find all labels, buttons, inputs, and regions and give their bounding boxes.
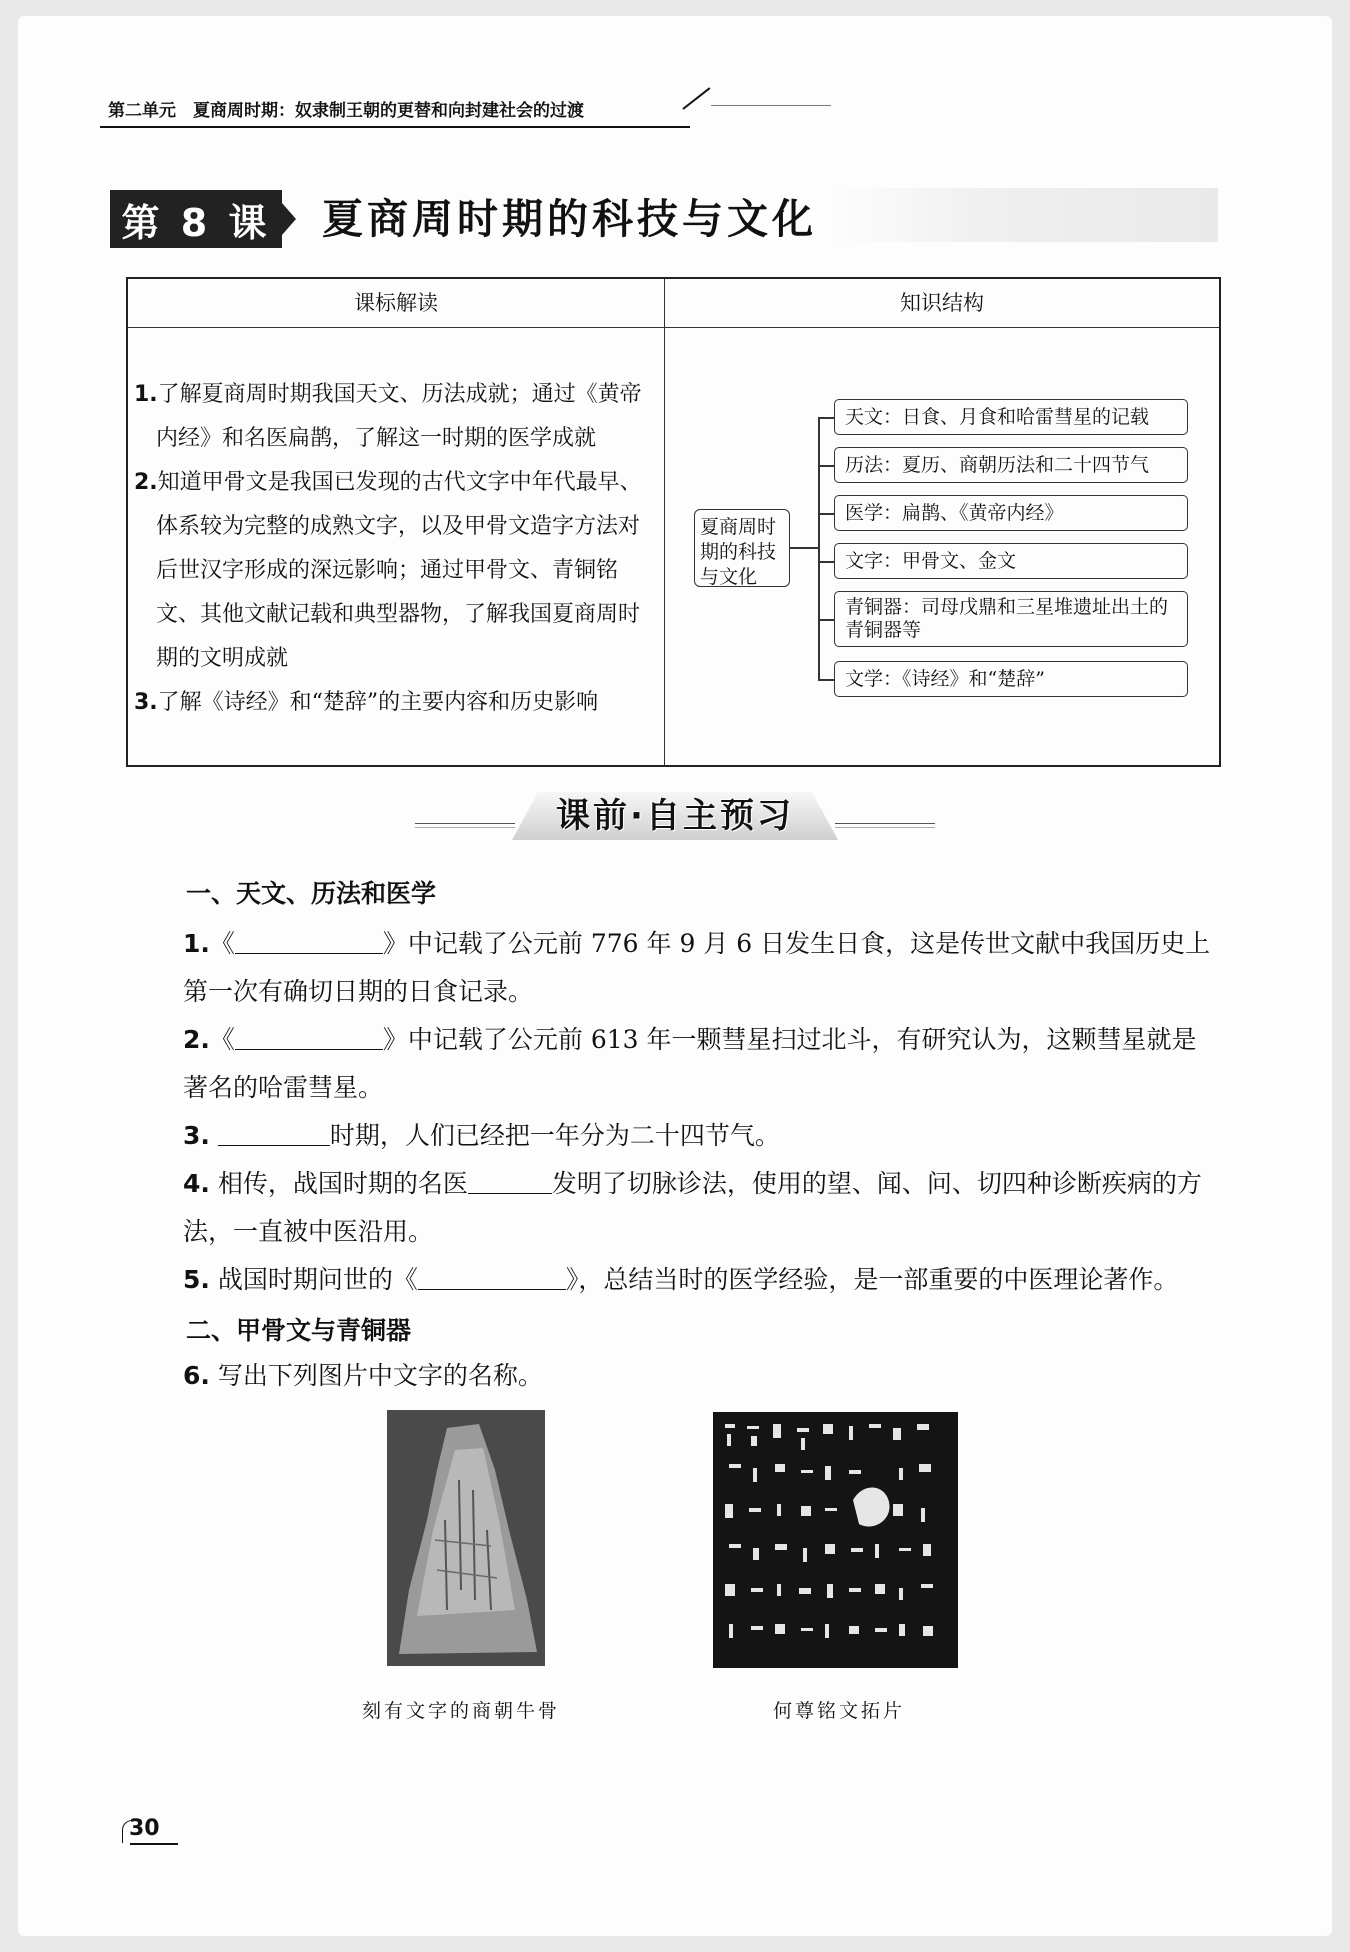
answer-blank[interactable] [235, 927, 383, 954]
lesson-title: 夏商周时期的科技与文化 [322, 195, 817, 243]
structure-item: 青铜器：司母戊鼎和三星堆遗址出土的青铜器等 [818, 591, 1188, 647]
table-header-standards: 课标解读 [354, 291, 438, 315]
answer-blank[interactable] [218, 1119, 330, 1146]
image-caption: 何尊铭文拓片 [773, 1700, 906, 1722]
question-1: 1.《 》中记载了公元前 776 年 9 月 6 日发生日食，这是传世文献中我国历史上第一次有确切日期的日食记录。 [183, 929, 1211, 1006]
structure-item: 医学：扁鹊、《黄帝内经》 [818, 495, 1188, 531]
standards-list [134, 373, 660, 725]
structure-item: 文字：甲骨文、金文 [818, 543, 1188, 579]
section-heading: 二、甲骨文与青铜器 [186, 1316, 412, 1345]
page-number: 30 [129, 1816, 160, 1841]
unit-header: 第二单元 夏商周时期：奴隶制王朝的更替和向封建社会的过渡 [108, 101, 584, 121]
header-rule-tail [711, 105, 831, 106]
curriculum-table [126, 277, 1221, 767]
structure-item: 历法：夏历、商朝历法和二十四节气 [818, 447, 1188, 483]
question-2: 2.《 》中记载了公元前 613 年一颗彗星扫过北斗，有研究认为，这颗彗星就是著名的哈雷彗星。 [183, 1025, 1197, 1102]
page-number-rule [130, 1843, 178, 1845]
question-6: 6. 写出下列图片中文字的名称。 [183, 1361, 543, 1390]
oracle-bone-image [387, 1410, 545, 1666]
table-divider [664, 279, 665, 765]
lesson-badge-arrow [282, 203, 296, 235]
standard-item: 3.了解《诗经》和“楚辞”的主要内容和历史影响 [134, 690, 599, 715]
image-caption: 刻有文字的商朝牛骨 [362, 1700, 561, 1722]
question-4: 4. 相传，战国时期的名医 发明了切脉诊法，使用的望、闻、问、切四种诊断疾病的方法，一直被中医沿用。 [183, 1169, 1202, 1246]
structure-connector [790, 547, 818, 549]
structure-center-box: 夏商周时期的科技与文化 [694, 509, 790, 587]
title-background-texture [830, 188, 1218, 242]
table-header-structure: 知识结构 [900, 291, 984, 315]
inscription-rubbing-image [713, 1412, 958, 1668]
answer-blank[interactable] [235, 1023, 383, 1050]
structure-item: 天文：日食、月食和哈雷彗星的记载 [818, 399, 1188, 435]
question-5: 5. 战国时期问世的《 》，总结当时的医学经验，是一部重要的中医理论著作。 [183, 1265, 1179, 1294]
question-3: 3. 时期，人们已经把一年分为二十四节气。 [183, 1121, 780, 1150]
banner-rule-right [835, 823, 935, 828]
header-rule [100, 126, 690, 128]
answer-blank[interactable] [468, 1167, 552, 1194]
standard-item: 1.了解夏商周时期我国天文、历法成就；通过《黄帝内经》和名医扁鹊，了解这一时期的医学成就 [134, 382, 642, 451]
lesson-number-badge: 第 8 课 [110, 190, 282, 248]
table-header-rule [128, 327, 1219, 328]
answer-blank[interactable] [418, 1263, 566, 1290]
banner-rule-left [415, 823, 515, 828]
section-heading: 一、天文、历法和医学 [186, 879, 437, 908]
standard-item: 2.知道甲骨文是我国已发现的古代文字中年代最早、体系较为完整的成熟文字，以及甲骨文造字方法对后世汉字形成的深远影响；通过甲骨文、青铜铭文、其他文献记载和典型器物，了解我国夏商周时期的文明成就 [134, 470, 642, 671]
section-banner: 课前·自主预习 [556, 796, 794, 836]
structure-item: 文学：《诗经》和“楚辞” [818, 661, 1188, 697]
